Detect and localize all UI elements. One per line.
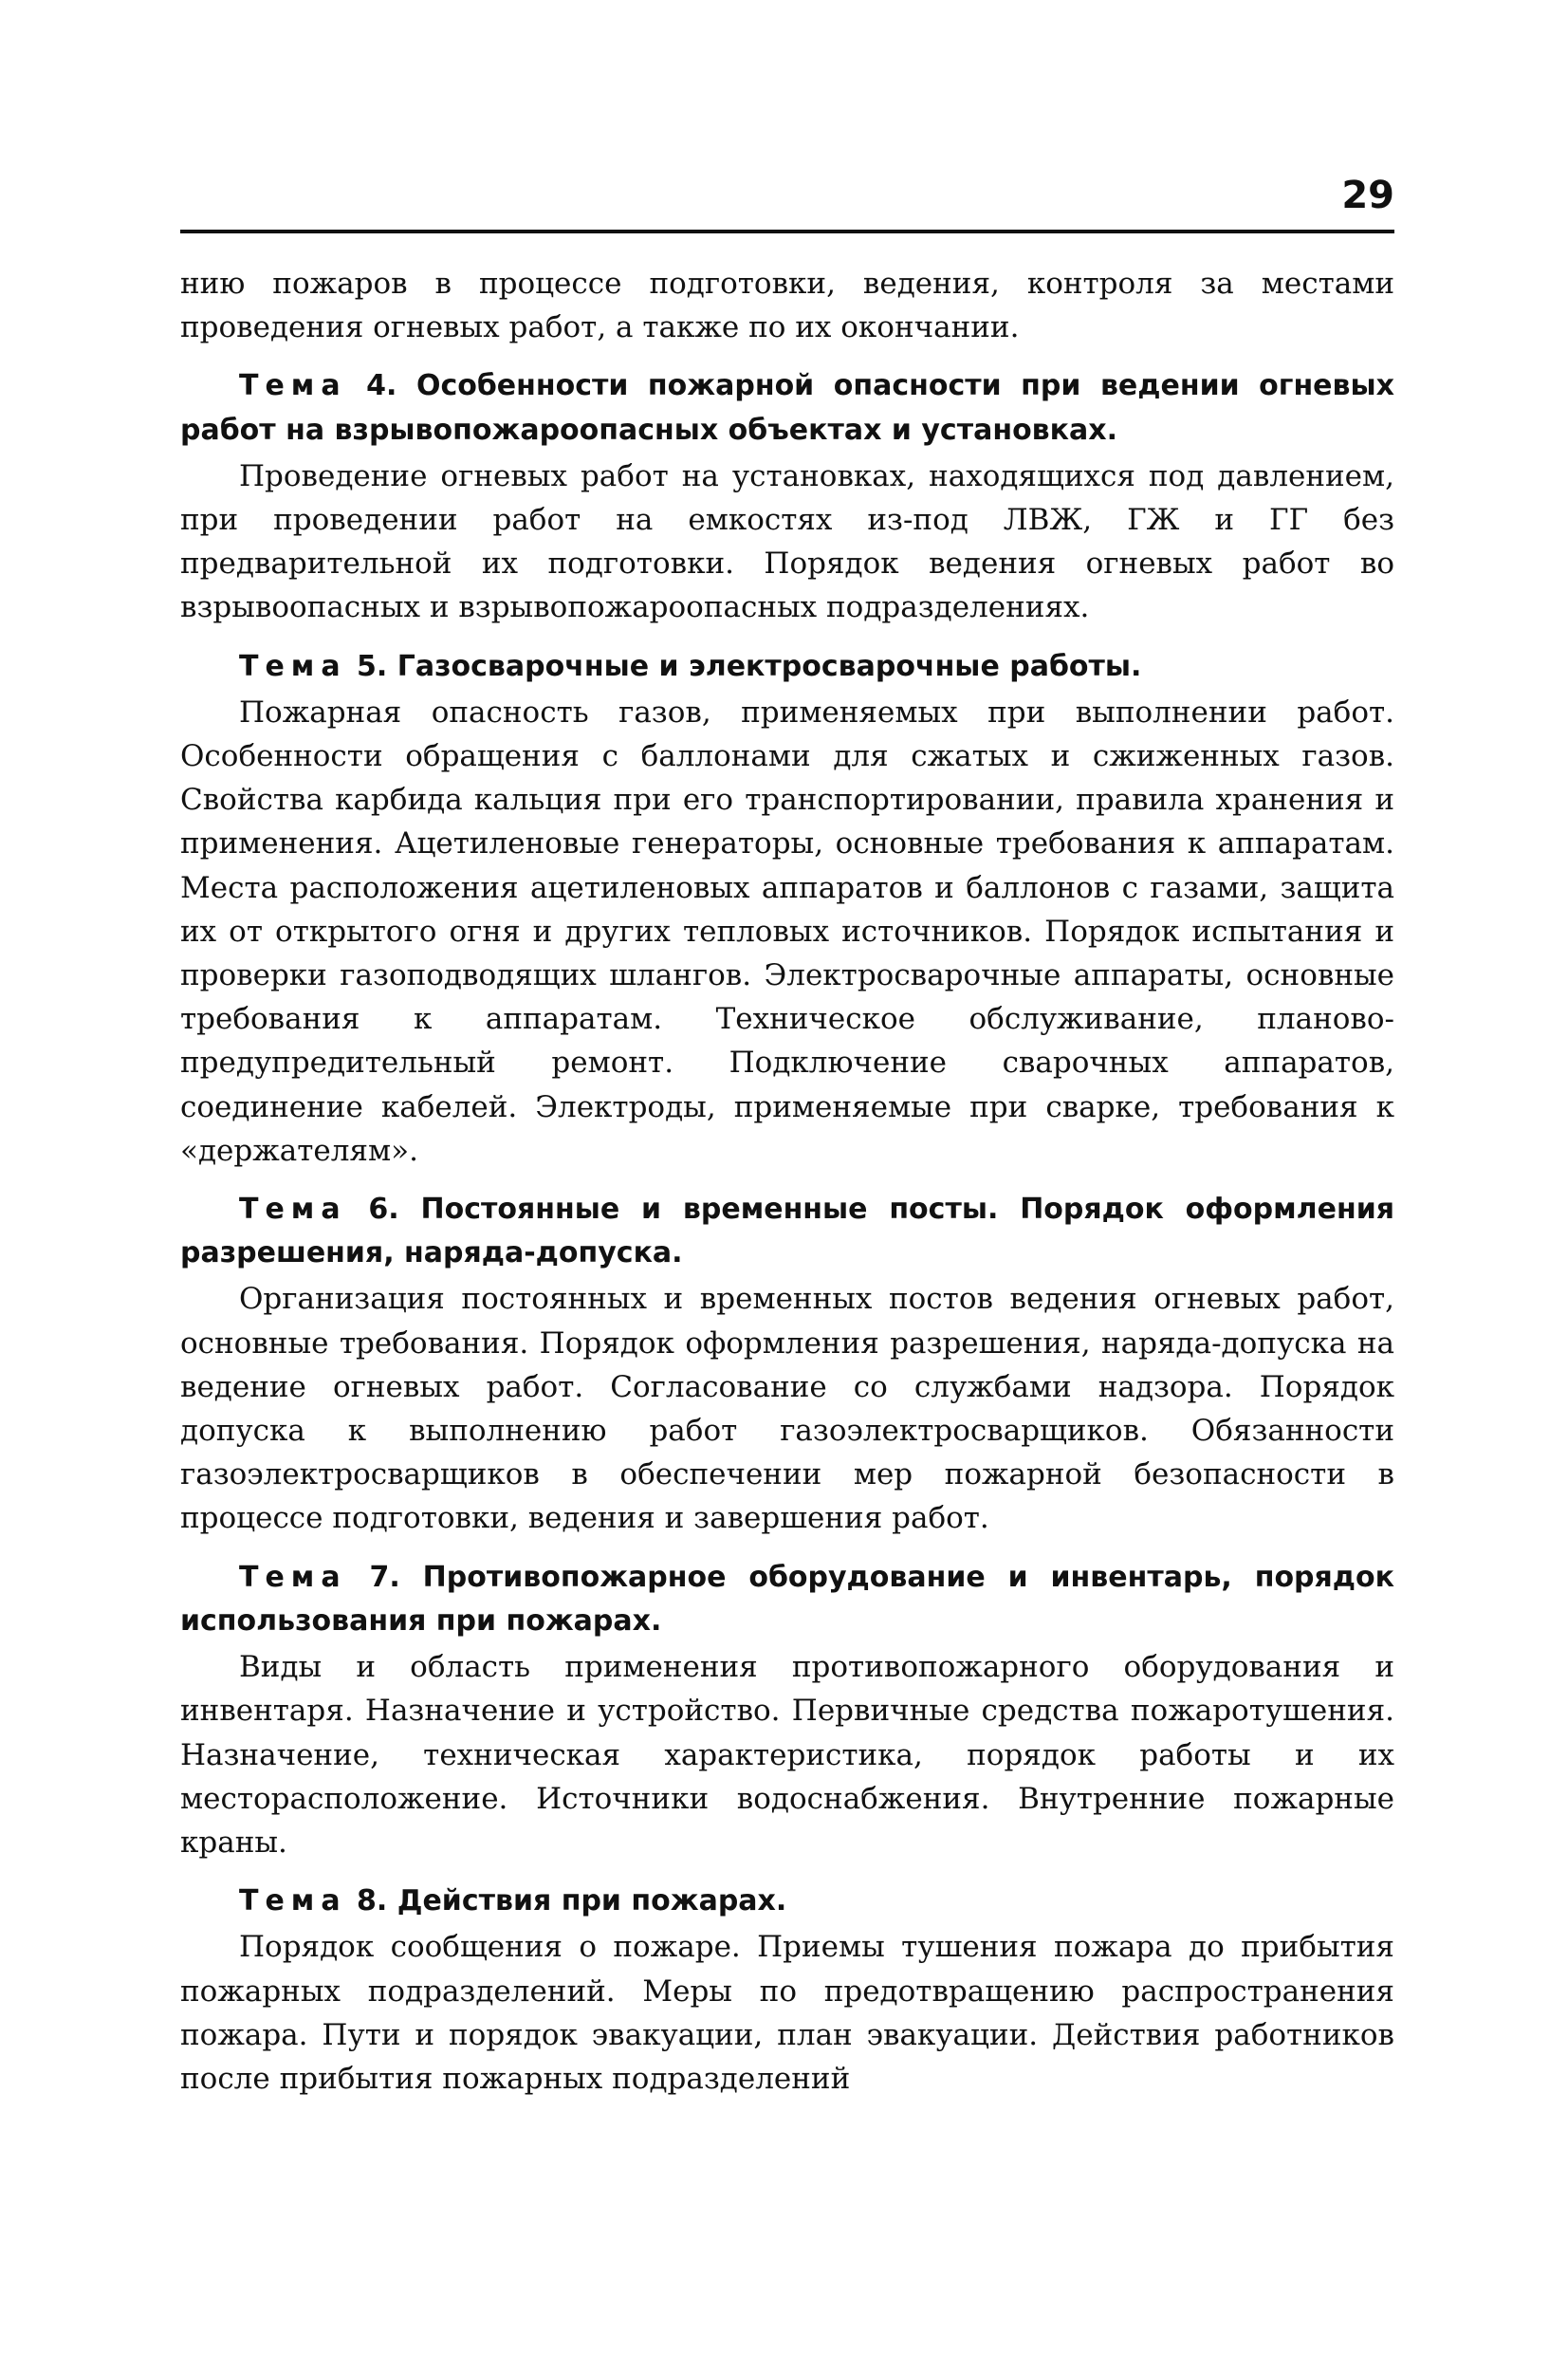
- page-number: 29: [1341, 174, 1394, 217]
- topic-title: 7. Противопожарное оборудование и инвентарь, порядок использования при пожарах.: [180, 1560, 1394, 1638]
- topic-title: 8. Действия при пожарах.: [357, 1884, 787, 1918]
- intro-paragraph: нию пожаров в процессе подготовки, ведения, контроля за местами проведения огневых работ, а также по их окончании.: [180, 267, 1394, 345]
- topic-title: 6. Постоянные и временные посты. Порядок оформления разрешения, наряда-допуска.: [180, 1193, 1394, 1270]
- topic-heading-8: [180, 1880, 1394, 1923]
- page-content: [180, 262, 1394, 2101]
- topic-heading-7: [180, 1556, 1394, 1643]
- book-page: [180, 161, 1394, 2296]
- topic-title: 4. Особенности пожарной опасности при ведении огневых работ на взрывопожароопасных объектах и установках.: [180, 369, 1394, 447]
- topic-body-8: Порядок сообщения о пожаре. Приемы тушения пожара до прибытия пожарных подразделений. Меры по предотвращению распространения пожара. Пути и порядок эвакуации, план эвакуации. Действия работников после прибытия пожарных подразделений: [180, 1930, 1394, 2096]
- topic-label: Тема: [239, 1560, 347, 1594]
- topic-body-4: Проведение огневых работ на установках, находящихся под давлением, при проведении работ на емкостях из-под ЛВЖ, ГЖ и ГГ без предварительной их подготовки. Порядок ведения огневых работ во взрывоопасных и взрывопожароопасных подразделениях.: [180, 458, 1394, 625]
- topic-label: Тема: [239, 1884, 347, 1918]
- topic-heading-6: [180, 1188, 1394, 1275]
- topic-heading-4: [180, 364, 1394, 452]
- topic-label: Тема: [239, 649, 347, 683]
- header-rule: [180, 230, 1394, 233]
- topic-label: Тема: [239, 369, 347, 403]
- topic-label: Тема: [239, 1193, 347, 1227]
- topic-heading-5: [180, 645, 1394, 689]
- topic-body-6: Организация постоянных и временных постов ведения огневых работ, основные требования. Порядок оформления разрешения, наряда-допуска на ведение огневых работ. Согласование со службами надзора. Порядок допуска к выполнению работ газоэлектросварщиков. Обязанности газоэлектросварщиков в обеспечении мер пожарной безопасности в процессе подготовки, ведения и завершения работ.: [180, 1282, 1394, 1536]
- topic-title: 5. Газосварочные и электросварочные работы.: [357, 649, 1142, 683]
- topic-body-5: Пожарная опасность газов, применяемых при выполнении работ. Особенности обращения с баллонами для сжатых и сжиженных газов. Свойства карбида кальция при его транспортировании, правила хранения и применения. Ацетиленовые генераторы, основные требования к аппаратам. Места расположения ацетиленовых аппаратов и баллонов с газами, защита их от открытого огня и других тепловых источников. Порядок испытания и проверки газоподводящих шлангов. Электросварочные аппараты, основные требования к аппаратам. Техническое обслуживание, планово-предупредительный ремонт. Подключение сварочных аппаратов, соединение кабелей. Электроды, применяемые при сварке, требования к «держателям».: [180, 695, 1394, 1168]
- topic-body-7: Виды и область применения противопожарного оборудования и инвентаря. Назначение и устройство. Первичные средства пожаротушения. Назначение, техническая характеристика, порядок работы и их месторасположение. Источники водоснабжения. Внутренние пожарные краны.: [180, 1650, 1394, 1860]
